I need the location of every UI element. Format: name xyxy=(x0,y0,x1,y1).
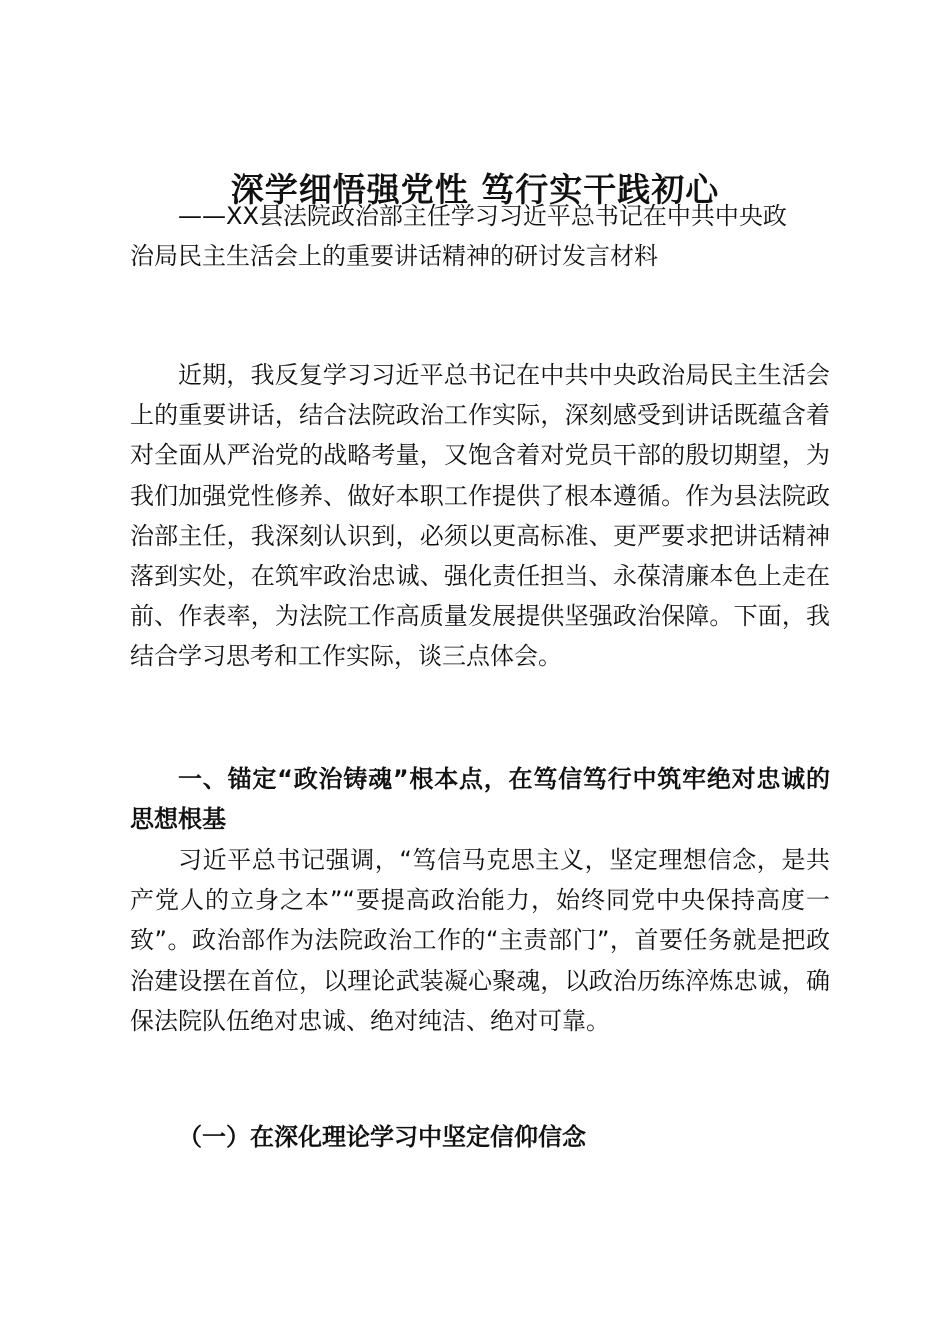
subtitle-line-2: 治局民主生活会上的重要讲话精神的研讨发言材料 xyxy=(130,242,658,270)
subsection-heading-1-1: （一）在深化理论学习中坚定信仰信念 xyxy=(178,1123,586,1151)
section-1-paragraph: 习近平总书记强调，“笃信马克思主义，坚定理想信念，是共产党人的立身之本”“要提高政治能力，始终同党中央保持高度一致”。政治部作为法院政治工作的“主责部门”，首要任务就是把政治建设摆在首位，以理论武装凝心聚魂，以政治历练淬炼忠诚，确保法院队伍绝对忠诚、绝对纯洁、绝对可靠。 xyxy=(130,846,830,1035)
intro-paragraph: 近期，我反复学习习近平总书记在中共中央政治局民主生活会上的重要讲话，结合法院政治工作实际，深刻感受到讲话既蕴含着对全面从严治党的战略考量，又饱含着对党员干部的殷切期望，为我们加强党性修养、做好本职工作提供了根本遵循。作为县法院政治部主任，我深刻认识到，必须以更高标准、更严要求把讲话精神落到实处，在筑牢政治忠诚、强化责任担当、永葆清廉本色上走在前、作表率，为法院工作高质量发展提供坚强政治保障。下面，我结合学习思考和工作实际，谈三点体会。 xyxy=(130,361,830,671)
document-subtitle xyxy=(130,196,830,276)
subtitle-line-1: ——XX县法院政治部主任学习习近平总书记在中共中央政 xyxy=(178,202,787,230)
section-heading-1: 一、锚定“政治铸魂”根本点，在笃信笃行中筑牢绝对忠诚的思想根基 xyxy=(130,765,830,834)
document-title: 深学细悟强党性 笃行实干践初心 xyxy=(230,170,720,209)
